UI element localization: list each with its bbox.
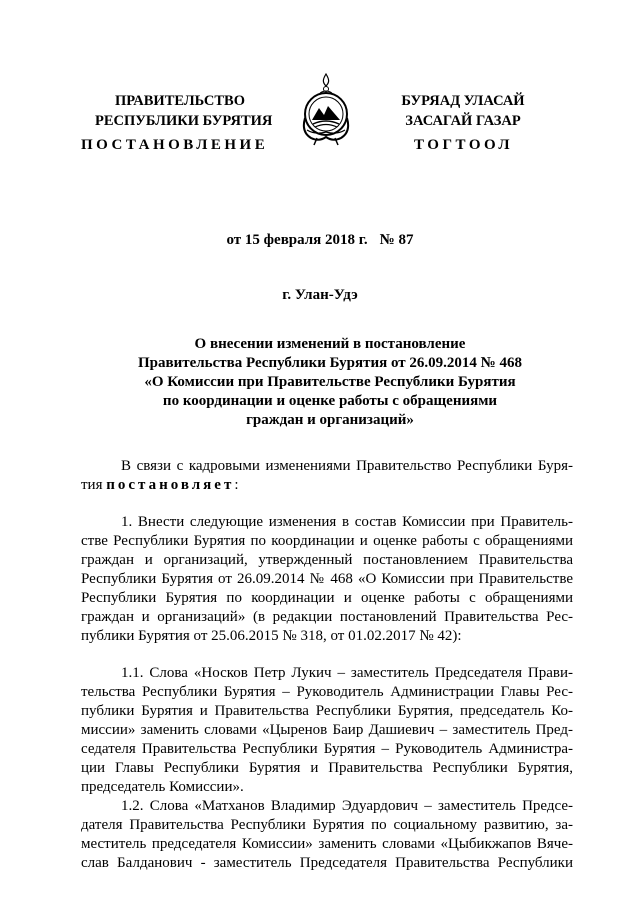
- text-line: председатель Комиссии».: [81, 779, 244, 795]
- document-date: от 15 февраля 2018 г.: [226, 232, 368, 248]
- text-line: граждан и организаций» (в редакции постановлений Правительства Рес-: [81, 609, 573, 625]
- text-line: ции Главы Республики Бурятия и Правительства Республики Бурятия,: [81, 760, 573, 776]
- document-dateline: [0, 232, 640, 249]
- text-line: публики Бурятия и Правительства Республики Бурятия, председатель Ко-: [81, 703, 573, 719]
- preamble-paragraph: [81, 457, 573, 495]
- issuer-russian: [95, 91, 273, 131]
- act-type-buryat: ТОГТООЛ: [414, 137, 514, 153]
- text-line: 1. Внести следующие изменения в состав Комиссии при Правитель-: [121, 514, 573, 530]
- title-line: по координации и оценке работы с обращениями: [162, 393, 498, 409]
- title-line: «О Комиссии при Правительстве Республики Бурятия: [144, 374, 516, 390]
- text-line: меститель председателя Комиссии» заменить словами «Цыбикжапов Вяче-: [81, 836, 573, 852]
- text-line: граждан и организаций, утвержденный постановлением Правительства: [81, 552, 573, 568]
- resolves-spaced-word: постановляет: [106, 477, 235, 493]
- text-line: 1.2. Слова «Матханов Владимир Эдуардович – заместитель Предсе-: [121, 798, 573, 814]
- issuer-buryat-line-1: БУРЯАД УЛАСАЙ: [401, 93, 525, 109]
- title-line: Правительства Республики Бурятия от 26.09.2014 № 468: [137, 355, 522, 371]
- text-line: 1.1. Слова «Носков Петр Лукич – заместитель Председателя Прави-: [121, 665, 573, 681]
- issuer-russian-line-1: ПРАВИТЕЛЬСТВО: [115, 93, 245, 109]
- issuer-buryat: [388, 91, 538, 131]
- text-line: Республики Бурятия от 26.09.2014 № 468 «О Комиссии при Правительстве: [81, 571, 573, 587]
- clause-1-paragraph: [81, 513, 573, 646]
- text-line: слав Балданович - заместитель Председателя Правительства Республики: [81, 855, 573, 871]
- title-line: О внесении изменений в постановление: [194, 336, 466, 352]
- text-line: стве Республики Бурятия по координации и оценке работы с обращениями: [81, 533, 573, 549]
- title-line: граждан и организаций»: [246, 412, 414, 428]
- clause-1-1-paragraph: [81, 664, 573, 797]
- text-line: тия постановляет:: [81, 477, 239, 493]
- text-line: седателя Правительства Республики Бурятия – Руководитель Администра-: [81, 741, 573, 757]
- text-line: публики Бурятия от 25.06.2015 № 318, от 01.02.2017 № 42):: [81, 628, 462, 644]
- issuer-russian-line-2: РЕСПУБЛИКИ БУРЯТИЯ: [95, 113, 273, 129]
- text-line: дателя Правительства Республики Бурятия по социальному развитию, за-: [81, 817, 573, 833]
- document-body: [81, 457, 573, 873]
- clause-1-2-paragraph: [81, 797, 573, 873]
- issuer-buryat-line-2: ЗАСАГАЙ ГАЗАР: [405, 113, 521, 129]
- act-type-russian: ПОСТАНОВЛЕНИЕ: [81, 137, 269, 153]
- text-line: В связи с кадровыми изменениями Правительство Республики Буря-: [121, 458, 573, 474]
- republic-buryatia-coat-of-arms-icon: [295, 72, 357, 146]
- document-city: г. Улан-Удэ: [282, 287, 358, 303]
- document-title: [100, 335, 560, 430]
- document-number: № 87: [379, 232, 414, 248]
- text-line: тельства Республики Бурятия – Руководитель Администрации Главы Рес-: [81, 684, 573, 700]
- text-line: Республики Бурятия по координации и оценке работы с обращениями: [81, 590, 573, 606]
- text-line: миссии» заменить словами «Цыренов Баир Дашиевич – заместитель Пред-: [81, 722, 573, 738]
